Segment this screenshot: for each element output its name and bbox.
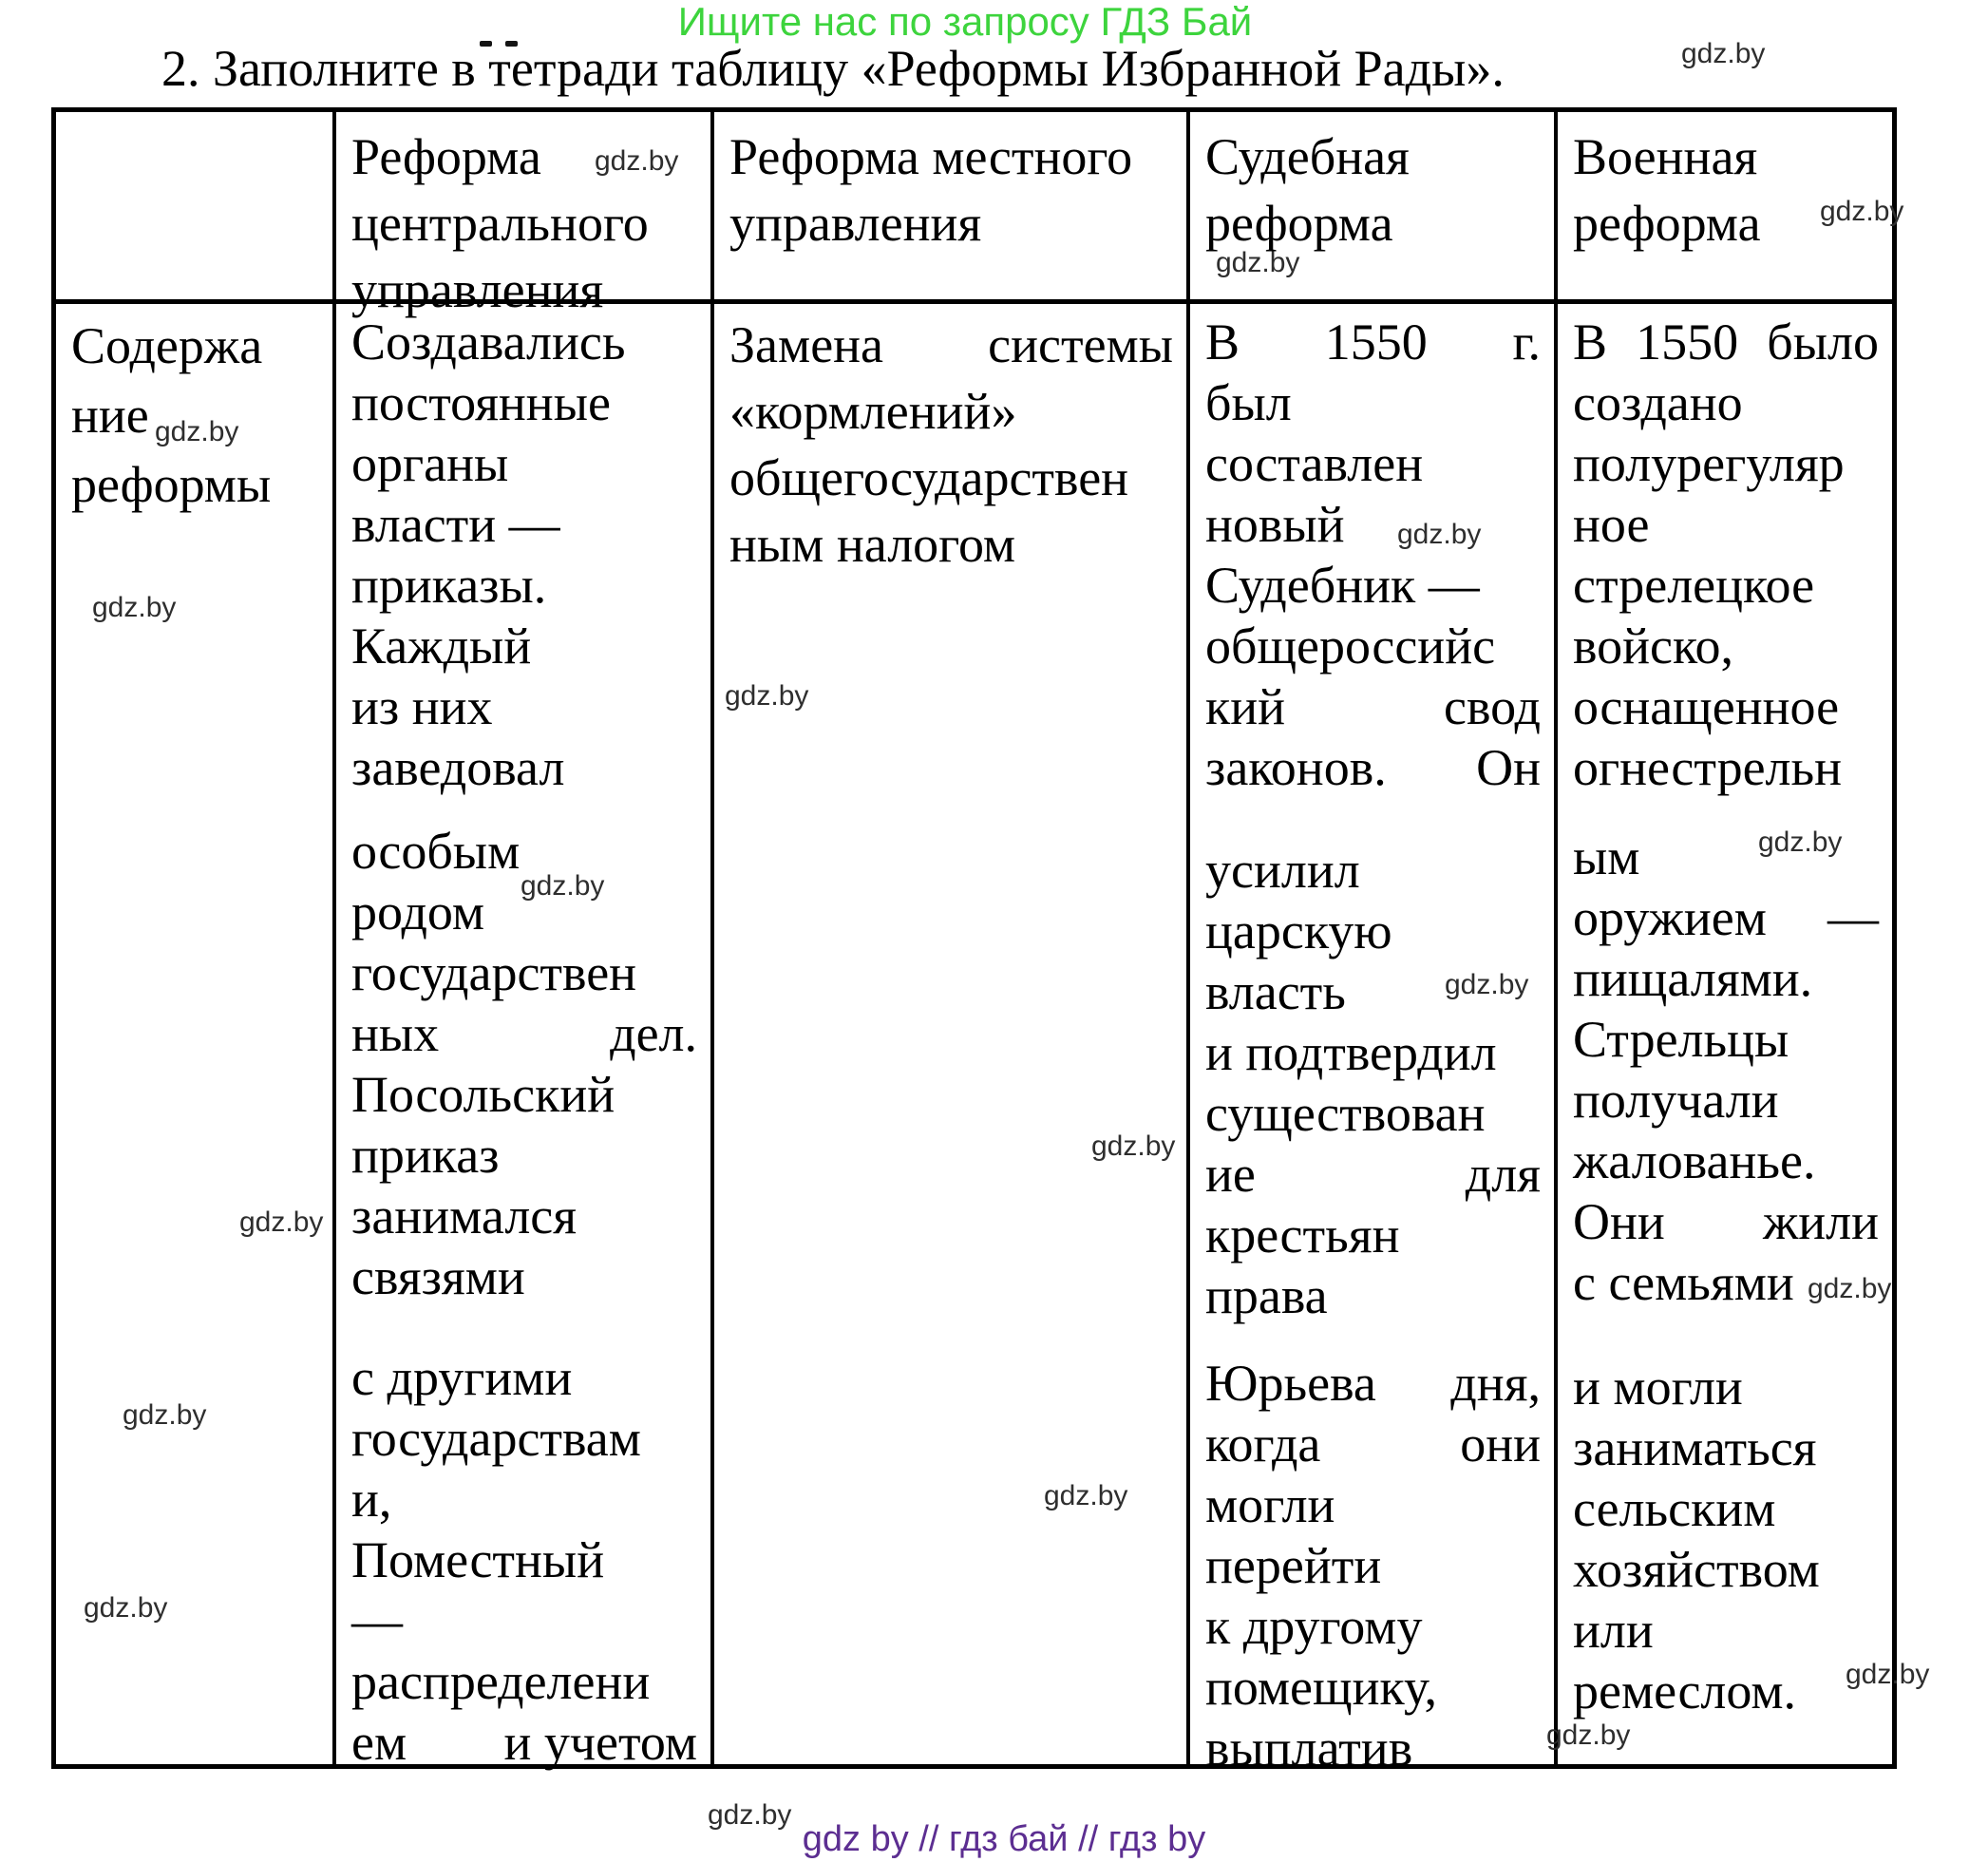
text-fragment: В [1205, 314, 1240, 370]
text-line: Судебник — [1205, 557, 1480, 614]
text-line: государствен [351, 944, 637, 1001]
line-spacer [1205, 1326, 1541, 1353]
text-fragment: Замена [729, 316, 884, 373]
text-line: Каждый [351, 618, 532, 674]
text-line: Содержа [71, 317, 263, 374]
gdz-watermark: gdz.by [1681, 38, 1766, 69]
gdz-watermark: gdz.by [1397, 519, 1482, 550]
text-line: усилил [1205, 842, 1360, 899]
text-line: могли [1205, 1476, 1335, 1533]
text-line: стрелецкое [1573, 557, 1815, 614]
text-line: огнестрельн [1573, 739, 1843, 796]
text-line: реформа [1205, 195, 1393, 252]
text-fragment: дел. [610, 1005, 697, 1062]
text-line: Создавались [351, 314, 626, 370]
text-fragment: кий [1205, 678, 1286, 735]
text-line [351, 1003, 697, 1064]
text-line: права [1205, 1267, 1328, 1324]
text-line [351, 1712, 697, 1773]
text-line: приказы. [351, 557, 547, 614]
text-line [729, 312, 1173, 378]
text-fragment: В [1573, 314, 1608, 370]
text-line: власти — [351, 496, 560, 553]
text-line: занимался [351, 1188, 577, 1244]
text-line: и подтвердил [1205, 1024, 1497, 1081]
text-line: — [351, 1592, 403, 1649]
text-line [1573, 887, 1879, 948]
text-fragment: для [1465, 1146, 1541, 1203]
text-fragment: ем [351, 1714, 407, 1771]
text-line [1205, 1414, 1541, 1474]
text-line: ние [71, 387, 149, 444]
footer-text: gdz by // гдз бай // гдз by [802, 1819, 1206, 1859]
text-line: к другому [1205, 1598, 1423, 1655]
text-fragment: и учетом [503, 1714, 697, 1771]
text-line: оснащенное [1573, 678, 1840, 735]
text-line: крестьян [1205, 1206, 1400, 1264]
text-line: и могли [1573, 1358, 1743, 1416]
text-fragment: 1550 [1636, 314, 1739, 370]
gdz-watermark: gdz.by [1044, 1480, 1128, 1511]
line-spacer [1205, 798, 1541, 840]
text-line: ремеслом. [1573, 1662, 1797, 1720]
text-fragment: свод [1443, 678, 1541, 735]
text-line: пищалями. [1573, 950, 1813, 1007]
body-cell-local-government-reform [714, 304, 1186, 1764]
text-line: выплатив [1205, 1720, 1413, 1776]
text-line: особым [351, 823, 521, 880]
body-cell-military-reform [1558, 304, 1892, 1764]
gdz-watermark: gdz.by [708, 1799, 792, 1831]
text-fragment: системы [988, 316, 1173, 373]
line-spacer [1573, 1313, 1879, 1357]
text-fragment: 1550 [1324, 314, 1428, 370]
text-fragment: оружием [1573, 889, 1767, 946]
text-line: ым [1573, 828, 1640, 885]
text-line: реформы [71, 456, 272, 513]
text-line: из них [351, 678, 493, 735]
text-fragment: Юрьева [1205, 1355, 1376, 1412]
header-cell-local-government-reform [714, 112, 1186, 299]
text-line: хозяйством [1573, 1541, 1820, 1598]
text-line: ным налогом [729, 516, 1016, 573]
text-line: заниматься [1573, 1419, 1817, 1476]
line-spacer [351, 1307, 697, 1347]
text-line: составлен [1205, 435, 1424, 492]
gdz-watermark: gdz.by [1820, 196, 1904, 227]
text-fragment: г. [1512, 314, 1541, 370]
text-line: создано [1573, 374, 1743, 431]
promo-banner-text: Ищите нас по запросу ГДЗ Бай [677, 0, 1253, 44]
text-line [1205, 676, 1541, 737]
body-cell-judicial-reform [1190, 304, 1554, 1776]
text-fragment: дня, [1450, 1355, 1541, 1412]
text-line [1205, 1144, 1541, 1205]
body-cell-central-government-reform [336, 304, 710, 1771]
text-line: приказ [351, 1127, 500, 1184]
gdz-watermark: gdz.by [155, 416, 239, 447]
text-line: Стрельцы [1573, 1011, 1789, 1068]
gdz-watermark: gdz.by [1216, 247, 1300, 278]
text-line: с другими [351, 1349, 573, 1406]
text-line: существован [1205, 1085, 1486, 1142]
text-line: Военная [1573, 128, 1758, 185]
gdz-watermark: gdz.by [595, 145, 679, 177]
text-line: царскую [1205, 902, 1392, 960]
gdz-watermark: gdz.by [84, 1592, 168, 1624]
line-spacer [351, 798, 697, 821]
text-fragment: когда [1205, 1416, 1321, 1472]
text-line: Реформа местного [729, 128, 1133, 185]
text-line: Поместный [351, 1531, 605, 1588]
text-line: сельским [1573, 1480, 1776, 1537]
text-line [1205, 312, 1541, 372]
text-line: войско, [1573, 618, 1733, 674]
text-line: жалованье. [1573, 1132, 1816, 1189]
header-cell-row-label [56, 112, 332, 299]
text-line: управления [351, 261, 604, 318]
text-line: с семьями [1573, 1254, 1794, 1311]
text-line: был [1205, 374, 1292, 431]
text-line: государствам [351, 1410, 641, 1467]
text-line: центрального [351, 195, 649, 252]
text-line: заведовал [351, 739, 565, 796]
line-spacer [1573, 798, 1879, 826]
text-fragment: законов. [1205, 739, 1387, 796]
task-title-text: 2. Заполните в тетради таблицу «Реформы Избранной Рады». [161, 40, 1505, 97]
gdz-watermark: gdz.by [123, 1399, 207, 1431]
text-line: помещику, [1205, 1659, 1438, 1716]
page-title [161, 42, 1505, 95]
text-line: Судебная [1205, 128, 1410, 185]
gdz-watermark: gdz.by [1758, 826, 1843, 858]
text-line [1573, 312, 1879, 372]
text-line [1205, 1353, 1541, 1414]
text-line: ное [1573, 496, 1650, 553]
gdz-watermark: gdz.by [92, 592, 177, 623]
text-line [1573, 1191, 1879, 1252]
text-line: Реформа [351, 128, 541, 185]
text-fragment: Они [1573, 1193, 1665, 1250]
text-fragment: они [1460, 1416, 1541, 1472]
text-line: полурегуляр [1573, 435, 1845, 492]
text-line: власть [1205, 963, 1346, 1020]
text-fragment: было [1767, 314, 1879, 370]
text-fragment: Он [1476, 739, 1541, 796]
text-line: распределени [351, 1653, 651, 1710]
text-line: и, [351, 1471, 392, 1528]
text-line: органы [351, 435, 509, 492]
gdz-watermark: gdz.by [1846, 1659, 1930, 1690]
text-line: или [1573, 1602, 1654, 1659]
text-line: общероссийс [1205, 618, 1496, 674]
text-line: Посольский [351, 1066, 615, 1123]
body-cell-row-label [56, 304, 332, 1764]
text-line: «кормлений» [729, 383, 1017, 440]
text-fragment: — [1827, 889, 1879, 946]
text-line: общегосударствен [729, 449, 1129, 506]
text-line: управления [729, 195, 982, 252]
gdz-watermark: gdz.by [1808, 1273, 1892, 1304]
text-fragment: ных [351, 1005, 440, 1062]
gdz-watermark: gdz.by [239, 1206, 324, 1238]
gdz-watermark: gdz.by [1091, 1130, 1176, 1162]
text-line: перейти [1205, 1537, 1382, 1594]
text-line: новый [1205, 496, 1345, 553]
text-line: реформа [1573, 195, 1761, 252]
text-line [1205, 737, 1541, 798]
text-line: постоянные [351, 374, 611, 431]
text-line: связями [351, 1248, 525, 1305]
gdz-watermark: gdz.by [1546, 1720, 1631, 1751]
text-fragment: ие [1205, 1146, 1256, 1203]
gdz-watermark: gdz.by [725, 680, 809, 712]
gdz-watermark: gdz.by [1445, 969, 1529, 1000]
gdz-watermark: gdz.by [521, 870, 605, 902]
reforms-table [51, 107, 1897, 1776]
header-cell-central-government-reform [336, 112, 710, 318]
text-fragment: жили [1762, 1193, 1879, 1250]
text-line: родом [351, 884, 485, 940]
text-line: получали [1573, 1072, 1779, 1129]
